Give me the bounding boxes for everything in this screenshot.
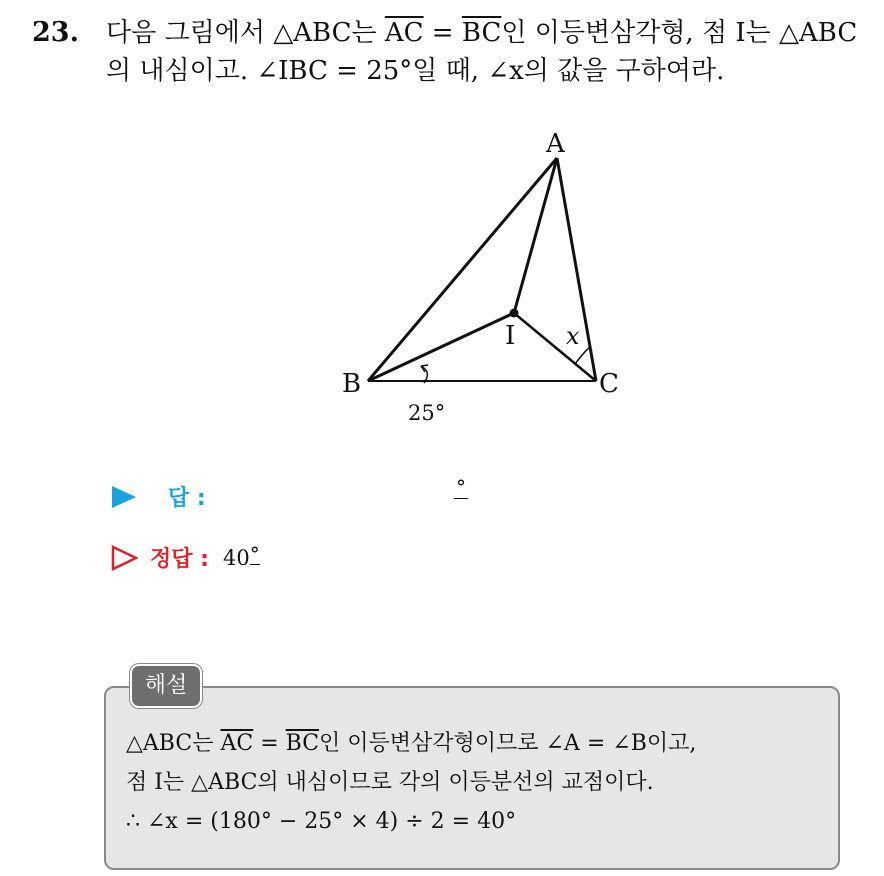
- angle-label-25: 25°: [408, 401, 446, 425]
- explanation-line-3: ∴ ∠x = (180° − 25° × 4) ÷ 2 = 40°: [126, 809, 517, 834]
- question-number: 23.: [32, 17, 79, 48]
- outline-triangle-icon: [110, 545, 138, 571]
- correct-label: 정답 :: [150, 547, 209, 572]
- segment-ci: [514, 313, 596, 381]
- answer-row: [110, 481, 206, 512]
- answer-input[interactable]: °: [456, 475, 466, 499]
- label-i: I: [505, 321, 516, 351]
- segment-bc: $\overline{BC}$: [461, 18, 502, 48]
- answer-label: 답 :: [168, 486, 206, 511]
- expl-segment-ac: $\overline{AC}$: [220, 731, 254, 756]
- segment-ac: $\overline{AC}$: [384, 18, 424, 48]
- question-line-1: 다음 그림에서 △ABC는 $\overline{AC} = \overline{BC}$인 이등변삼각형, 점 I는 △ABC: [106, 18, 858, 48]
- side-ab: [368, 158, 557, 381]
- label-b: B: [342, 369, 362, 399]
- explanation-box: [104, 686, 840, 870]
- label-x: x: [566, 322, 580, 350]
- explanation-line-2: 점 I는 △ABC의 내심이므로 각의 이등분선의 교점이다.: [126, 770, 654, 795]
- label-a: A: [546, 129, 565, 159]
- correct-value: 40: [222, 545, 250, 570]
- correct-answer-row: [110, 542, 260, 573]
- explanation-line-1: △ABC는 $\overline{AC} = \overline{BC}$인 이등변삼각형이므로 ∠A = ∠B이고,: [126, 731, 697, 756]
- question-line-2: 의 내심이고. ∠IBC = 25°일 때, ∠x의 값을 구하여라.: [106, 56, 725, 86]
- explanation-text: [126, 724, 696, 841]
- label-c: C: [599, 369, 619, 399]
- incenter-point: [510, 309, 519, 318]
- play-triangle-icon: [110, 485, 138, 509]
- correct-unit: °: [249, 542, 260, 566]
- segment-bi: [368, 313, 514, 381]
- explanation-tag: 해설: [130, 664, 202, 708]
- expl-segment-bc: $\overline{BC}$: [285, 731, 320, 756]
